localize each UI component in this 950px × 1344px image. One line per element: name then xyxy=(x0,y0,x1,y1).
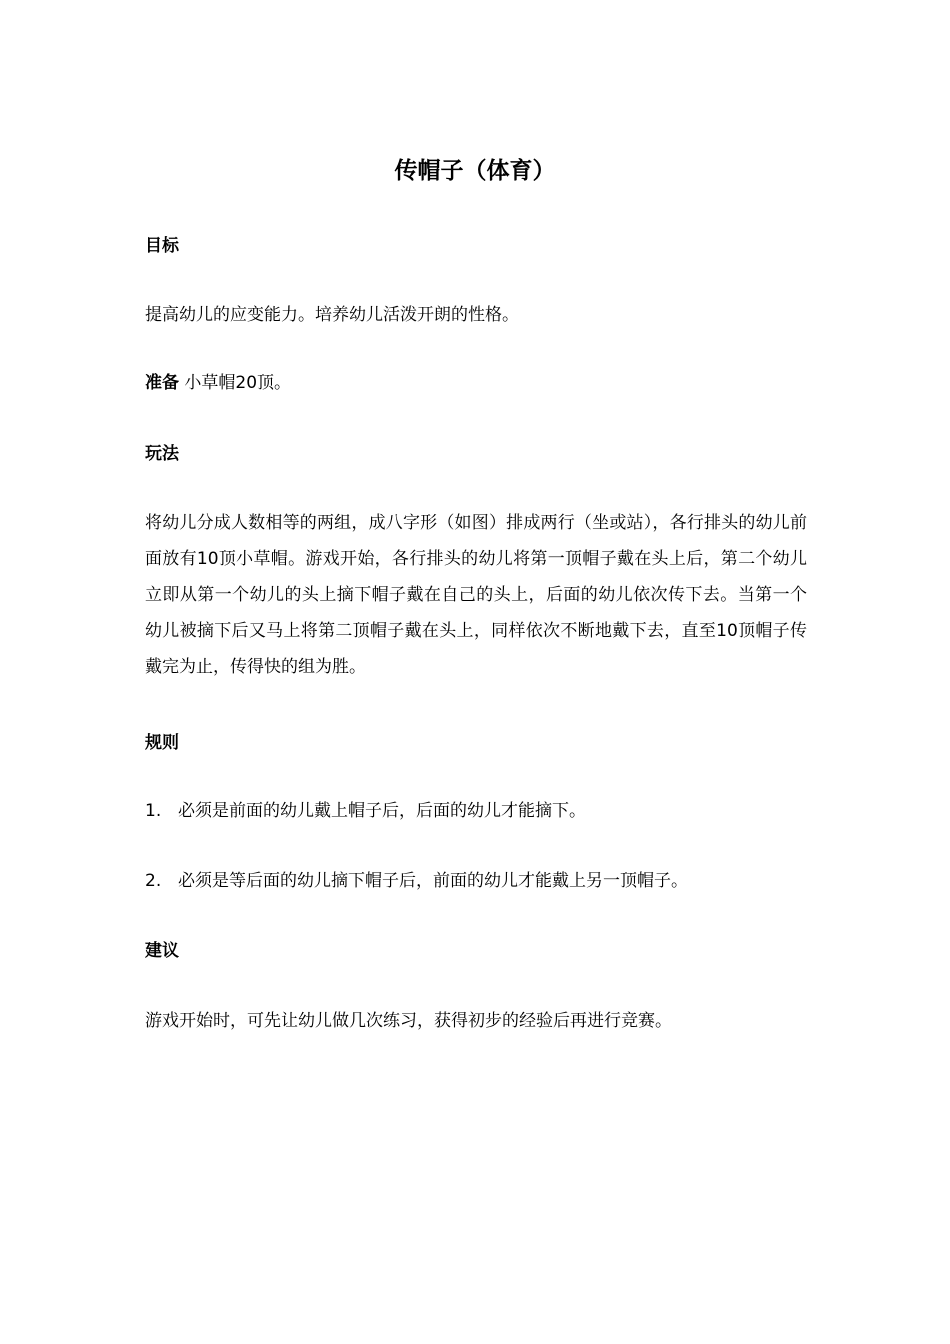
play-heading: 玩法 xyxy=(145,444,179,464)
prep-paragraph xyxy=(145,370,807,397)
rule-number: 1. xyxy=(145,801,162,821)
prep-text: 小草帽20顶。 xyxy=(184,373,292,393)
goal-heading: 目标 xyxy=(145,236,179,256)
prep-heading: 准备 xyxy=(145,373,179,393)
rules-heading: 规则 xyxy=(145,733,179,753)
advice-heading: 建议 xyxy=(145,941,179,961)
rule-item-2 xyxy=(145,868,807,895)
play-text: 将幼儿分成人数相等的两组，成八字形（如图）排成两行（坐或站），各行排头的幼儿前面放有10顶小草帽。游戏开始，各行排头的幼儿将第一顶帽子戴在头上后，第二个幼儿立即从第一个幼儿的头上摘下帽子戴在自己的头上，后面的幼儿依次传下去。当第一个幼儿被摘下后又马上将第二顶帽子戴在头上，同样依次不断地戴下去，直至10顶帽子传戴完为止，传得快的组为胜。 xyxy=(145,513,807,677)
rule-text: 必须是等后面的幼儿摘下帽子后，前面的幼儿才能戴上另一顶帽子。 xyxy=(178,871,688,891)
rule-text: 必须是前面的幼儿戴上帽子后，后面的幼儿才能摘下。 xyxy=(178,801,586,821)
advice-text: 游戏开始时，可先让幼儿做几次练习，获得初步的经验后再进行竞赛。 xyxy=(145,1011,672,1031)
goal-text: 提高幼儿的应变能力。培养幼儿活泼开朗的性格。 xyxy=(145,305,519,325)
rule-number: 2. xyxy=(145,871,162,891)
document-title: 传帽子（体育） xyxy=(394,158,556,184)
rule-item-1 xyxy=(145,798,807,825)
